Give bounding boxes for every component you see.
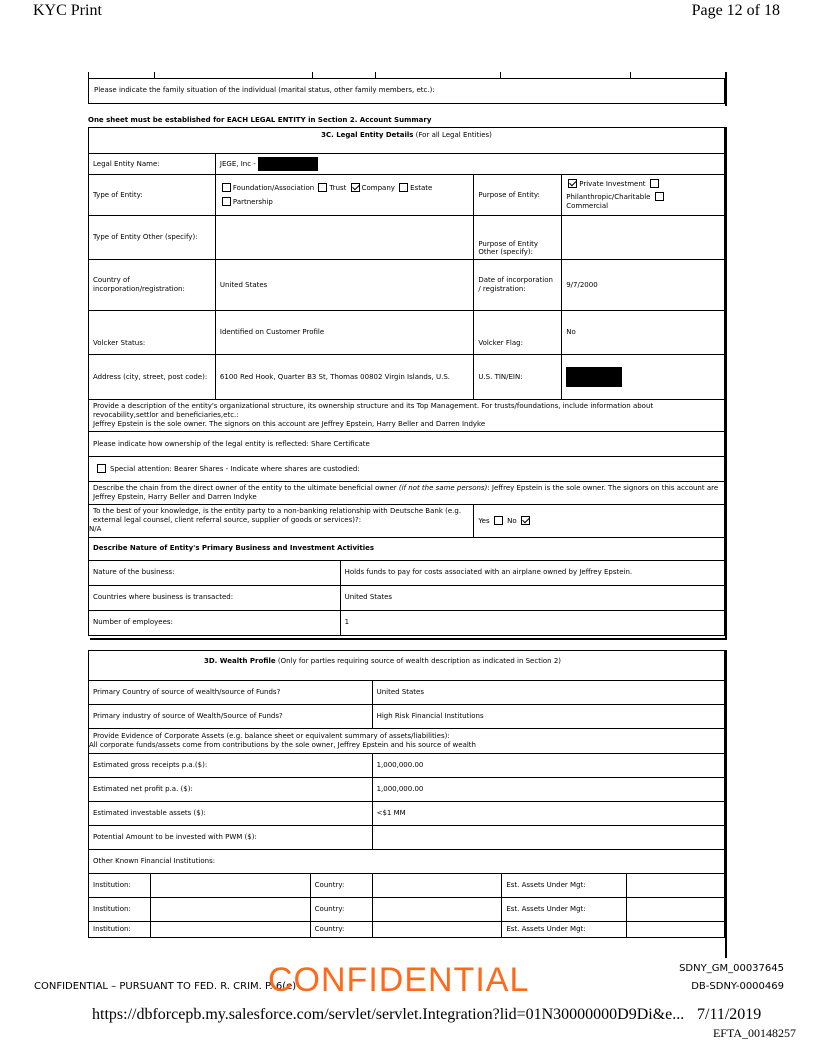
purpose-label: Purpose of Entity: xyxy=(474,175,562,216)
institution-country-value xyxy=(372,922,502,938)
purpose-other-value xyxy=(562,216,725,260)
redaction xyxy=(258,157,318,171)
aum-label: Est. Assets Under Mgt: xyxy=(502,874,627,898)
aum-label: Est. Assets Under Mgt: xyxy=(502,898,627,922)
net-label: Estimated net profit p.a. ($): xyxy=(89,778,373,802)
country-label: Country of incorporation/registration: xyxy=(89,260,216,311)
volcker-flag-label: Volcker Flag: xyxy=(474,311,562,355)
institution-country-label: Country: xyxy=(310,874,372,898)
date-value: 9/7/2000 xyxy=(562,260,725,311)
confidential-stamp: CONFIDENTIAL xyxy=(268,961,530,999)
volcker-label: Volcker Status: xyxy=(89,311,216,355)
tin-label: U.S. TIN/EIN: xyxy=(474,355,562,400)
institution-country-label: Country: xyxy=(310,922,372,938)
net-value: 1,000,000.00 xyxy=(372,778,724,802)
employees-value: 1 xyxy=(340,610,724,635)
institution-country-label: Country: xyxy=(310,898,372,922)
confidential-notice: CONFIDENTIAL – PURSUANT TO FED. R. CRIM. P. 6(e) xyxy=(34,981,297,992)
type-label: Type of Entity: xyxy=(89,175,216,216)
gross-label: Estimated gross receipts p.a.($): xyxy=(89,754,373,778)
company-checkbox[interactable] xyxy=(351,183,360,192)
bearer-shares-checkbox[interactable] xyxy=(97,464,106,473)
nature-header: Describe Nature of Entity's Primary Business and Investment Activities xyxy=(89,537,725,560)
countries-value: United States xyxy=(340,585,724,610)
primary-industry-value: High Risk Financial Institutions xyxy=(372,705,724,729)
family-question: Please indicate the family situation of the individual (marital status, other family members, etc.): xyxy=(94,86,435,94)
tin-value xyxy=(562,355,725,400)
chain-cell: Describe the chain from the direct owner of the entity to the ultimate beneficial owner (if not the same persons): Jeffrey Epstein is the sole owner. The signors on this account are Jeffrey Epstein, Harry Beller and Darren Indyke xyxy=(89,482,725,505)
institution-label: Institution: xyxy=(89,898,151,922)
yes-checkbox[interactable] xyxy=(494,516,503,525)
name-label: Legal Entity Name: xyxy=(89,154,216,175)
volcker-value: Identified on Customer Profile xyxy=(215,311,473,355)
pwm-label: Potential Amount to be invested with PWM ($): xyxy=(89,826,373,850)
redaction xyxy=(566,367,622,387)
institution-value xyxy=(150,874,310,898)
wealth-profile-table xyxy=(88,650,725,938)
partnership-checkbox[interactable] xyxy=(222,197,231,206)
sdny-number: SDNY_GM_00037645 xyxy=(679,963,784,974)
countries-label: Countries where business is transacted: xyxy=(89,585,341,610)
investable-label: Estimated investable assets ($): xyxy=(89,802,373,826)
nature-value: Holds funds to pay for costs associated with an airplane owned by Jeffrey Epstein. xyxy=(340,560,724,585)
other-institutions-label: Other Known Financial Institutions: xyxy=(89,850,725,874)
type-other-label: Type of Entity Other (specify): xyxy=(89,216,216,260)
primary-country-value: United States xyxy=(372,681,724,705)
address-label: Address (city, street, post code): xyxy=(89,355,216,400)
evidence-cell: Provide Evidence of Corporate Assets (e.g. balance sheet or equivalent summary of assets/liabilities): All corporate funds/assets come from contributions by the sole owner, Jeffrey Epstein and his source of wealth xyxy=(89,729,725,754)
institution-value xyxy=(150,922,310,938)
no-checkbox[interactable] xyxy=(521,516,530,525)
sheet-note: One sheet must be established for EACH LEGAL ENTITY in Section 2. Account Summary xyxy=(88,116,432,124)
source-url: https://dbforcepb.my.salesforce.com/servlet/servlet.Integration?lid=01N30000000D9Di&e... xyxy=(92,1006,685,1023)
private-extra-checkbox[interactable] xyxy=(650,179,659,188)
relationship-answer: Yes No xyxy=(474,504,725,537)
name-value: JEGE, Inc - xyxy=(215,154,724,175)
investable-value: <$1 MM xyxy=(372,802,724,826)
structure-cell: Provide a description of the entity's organizational structure, its ownership structure and its Top Management. For trusts/foundations, include information about revocability,settlor and beneficiaries,etc.: Jeffrey Epstein is the sole owner. The signors on this account are Jeffrey Epstein, Harry Beller and Darren Indyke xyxy=(89,400,725,432)
philanthropic-checkbox[interactable] xyxy=(655,192,664,201)
legal-entity-table xyxy=(88,127,725,636)
aum-value xyxy=(627,922,725,938)
employees-label: Number of employees: xyxy=(89,610,341,635)
address-value: 6100 Red Hook, Quarter B3 St, Thomas 00802 Virgin Islands, U.S. xyxy=(215,355,473,400)
institution-country-value xyxy=(372,874,502,898)
efta-number: EFTA_00148257 xyxy=(712,1026,796,1040)
country-value: United States xyxy=(215,260,473,311)
bearer-shares: Special attention: Bearer Shares - Indicate where shares are custodied: xyxy=(89,457,725,482)
ownership-text: Please indicate how ownership of the legal entity is reflected: Share Certificate xyxy=(89,432,725,457)
db-number: DB-SDNY-0000469 xyxy=(691,981,784,992)
aum-label: Est. Assets Under Mgt: xyxy=(502,922,627,938)
institution-value xyxy=(150,898,310,922)
pwm-value xyxy=(372,826,724,850)
relationship-cell: To the best of your knowledge, is the entity party to a non-banking relationship with Deutsche Bank (e.g. external legal counsel, client referral source, supplier of goods or services)?: N/A xyxy=(89,504,474,537)
type-options: Foundation/Association Trust Company Estate Partnership xyxy=(215,175,473,216)
primary-country-label: Primary Country of source of wealth/source of Funds? xyxy=(89,681,373,705)
page-number: Page 12 of 18 xyxy=(691,2,780,19)
nature-label: Nature of the business: xyxy=(89,560,341,585)
date-label: Date of incorporation / registration: xyxy=(474,260,562,311)
prior-table-fragment xyxy=(88,72,725,104)
gross-value: 1,000,000.00 xyxy=(372,754,724,778)
purpose-options: Private Investment Philanthropic/Charitable Commercial xyxy=(562,175,725,216)
institution-label: Institution: xyxy=(89,922,151,938)
trust-checkbox[interactable] xyxy=(318,183,327,192)
print-title: KYC Print xyxy=(33,2,102,19)
institution-country-value xyxy=(372,898,502,922)
estate-checkbox[interactable] xyxy=(399,183,408,192)
volcker-flag-value: No xyxy=(562,311,725,355)
wealth-title: 3D. Wealth Profile (Only for parties requiring source of wealth description as indicated in Section 2) xyxy=(89,651,725,681)
aum-value xyxy=(627,898,725,922)
aum-value xyxy=(627,874,725,898)
private-investment-checkbox[interactable] xyxy=(568,179,577,188)
print-date: 7/11/2019 xyxy=(697,1006,762,1023)
primary-industry-label: Primary industry of source of Wealth/Source of Funds? xyxy=(89,705,373,729)
foundation-checkbox[interactable] xyxy=(222,183,231,192)
type-other-value xyxy=(215,216,473,260)
legal-entity-title: 3C. Legal Entity Details (For all Legal Entities) xyxy=(89,128,725,154)
institution-label: Institution: xyxy=(89,874,151,898)
purpose-other-label: Purpose of Entity Other (specify): xyxy=(474,216,562,260)
